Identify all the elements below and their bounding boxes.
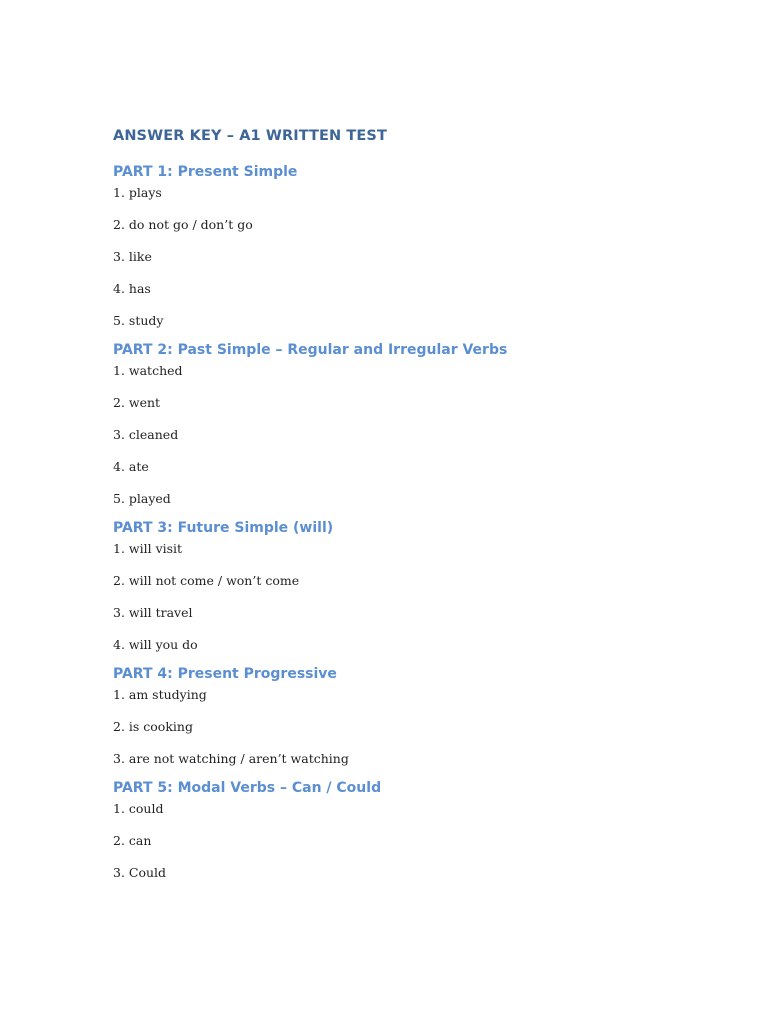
answer-item: 2. will not come / won’t come — [113, 573, 300, 588]
answer-item: 3. like — [113, 249, 152, 264]
section-part-5 — [113, 777, 673, 885]
answer-item: 3. cleaned — [113, 427, 179, 442]
answer-item: 5. study — [113, 313, 164, 328]
answer-item: 2. is cooking — [113, 719, 193, 734]
document-body — [113, 124, 673, 885]
section-part-2 — [113, 339, 673, 511]
answer-item: 2. went — [113, 395, 161, 410]
answer-item: 1. could — [113, 801, 164, 816]
answer-item: 1. am studying — [113, 687, 207, 702]
section-part-3 — [113, 517, 673, 657]
answer-item: 1. plays — [113, 185, 162, 200]
answer-item: 4. ate — [113, 459, 149, 474]
answer-item: 3. Could — [113, 865, 167, 880]
answer-item: 2. can — [113, 833, 152, 848]
answer-item: 1. watched — [113, 363, 183, 378]
answer-list — [113, 685, 673, 771]
answer-item: 4. will you do — [113, 637, 198, 652]
section-heading: PART 1: Present Simple — [113, 164, 298, 180]
section-heading: PART 5: Modal Verbs – Can / Could — [113, 780, 382, 796]
section-part-4 — [113, 663, 673, 771]
section-part-1 — [113, 161, 673, 333]
answer-item: 2. do not go / don’t go — [113, 217, 253, 232]
document-title: ANSWER KEY – A1 WRITTEN TEST — [113, 128, 387, 144]
answer-item: 5. played — [113, 491, 171, 506]
answer-item: 1. will visit — [113, 541, 183, 556]
section-heading: PART 4: Present Progressive — [113, 666, 337, 682]
answer-list — [113, 539, 673, 657]
answer-list — [113, 799, 673, 885]
answer-item: 3. will travel — [113, 605, 193, 620]
answer-item: 3. are not watching / aren’t watching — [113, 751, 349, 766]
answer-item: 4. has — [113, 281, 151, 296]
section-heading: PART 3: Future Simple (will) — [113, 520, 334, 536]
answer-list — [113, 361, 673, 511]
answer-list — [113, 183, 673, 333]
section-heading: PART 2: Past Simple – Regular and Irregular Verbs — [113, 342, 508, 358]
